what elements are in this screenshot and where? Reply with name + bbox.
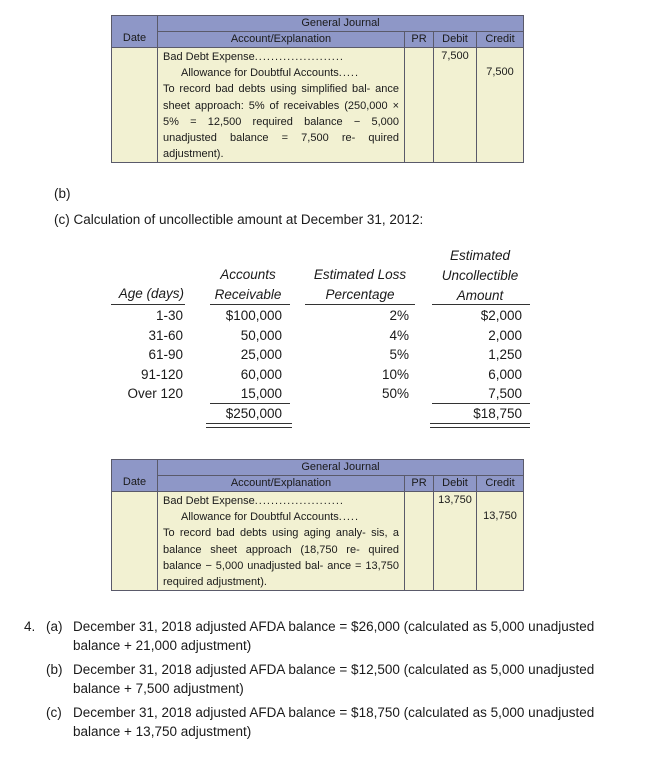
- ar-header-line1: Accounts: [220, 267, 276, 282]
- account-header: Account/Explanation: [158, 476, 405, 492]
- table-row: 91-120: [140, 366, 183, 382]
- table-row: 25,000: [240, 347, 282, 362]
- pct-header-line1: Estimated Loss: [313, 267, 407, 282]
- credit-account: Allowance for Doubtful Accounts: [181, 511, 339, 524]
- date-header: Date: [112, 460, 158, 492]
- credit-cell: [477, 48, 524, 163]
- answer-text: December 31, 2018 adjusted AFDA balance = $12,500 (calculated as 5,000 unadjusted balance + 7,500 adjustment): [73, 662, 595, 696]
- est-total: $18,750: [473, 405, 522, 421]
- table-row: 15,000: [240, 386, 282, 401]
- entry-explanation: To record bad debts using simplified bal- ance sheet approach: 5% of receivables (250,000 × 5% = 12,500 required balance − 5,000 unadjusted balance = 7,500 re- quired adjustment).: [163, 83, 399, 161]
- list-item: [24, 660, 644, 698]
- table-row: 60,000: [240, 366, 282, 382]
- answer-text: December 31, 2018 adjusted AFDA balance = $18,750 (calculated as 5,000 unadjusted balance + 13,750 adjustment): [73, 705, 595, 739]
- table-row: 1,250: [488, 347, 522, 362]
- debit-cell: [434, 492, 477, 591]
- credit-header: Credit: [477, 476, 524, 492]
- part-c-heading: (c) Calculation of uncollectible amount at December 31, 2012:: [54, 212, 424, 227]
- debit-account: Bad Debt Expense: [163, 51, 255, 63]
- question-4-answers: [24, 617, 644, 746]
- pr-header: PR: [405, 476, 434, 492]
- table-row: 6,000: [488, 366, 522, 382]
- ar-header-line2: Receivable: [214, 287, 282, 302]
- entry-explanation: To record bad debts using aging analy- sis, a balance sheet approach (18,750 re- quired balance − 5,000 unadjusted bal- ance = 13,750 required adjustment).: [163, 527, 399, 589]
- age-column: [100, 306, 183, 404]
- list-item: [24, 617, 644, 655]
- pct-column: [305, 306, 409, 404]
- table-row: $2,000: [480, 308, 522, 323]
- question-number: 4.: [24, 619, 36, 634]
- pct-header-line2: Percentage: [325, 287, 395, 302]
- credit-account: Allowance for Doubtful Accounts: [181, 67, 339, 80]
- pr-header: PR: [405, 32, 434, 48]
- table-row: 50%: [381, 386, 409, 401]
- est-header-line3: Amount: [456, 288, 504, 303]
- answer-letter: (a): [46, 619, 63, 634]
- table-row: 5%: [389, 347, 409, 362]
- age-header: Age (days): [118, 286, 184, 301]
- date-cell: [112, 492, 158, 591]
- ar-total: $250,000: [225, 405, 282, 421]
- est-header-line1: Estimated: [449, 248, 511, 263]
- ar-column: [205, 306, 282, 423]
- table-row: 50,000: [240, 327, 282, 343]
- debit-header: Debit: [434, 476, 477, 492]
- table-row: $100,000: [225, 308, 282, 323]
- debit-amount: 7,500: [441, 50, 469, 62]
- table-row: 4%: [389, 327, 409, 343]
- table-row: 10%: [381, 366, 409, 382]
- answer-letter: (b): [46, 662, 63, 677]
- credit-cell: [477, 492, 524, 591]
- table-row: 61-90: [148, 347, 183, 362]
- debit-header: Debit: [434, 32, 477, 48]
- table-row: 2,000: [488, 327, 522, 343]
- aging-schedule: [0, 245, 661, 430]
- journal-title: General Journal: [158, 460, 524, 476]
- debit-cell: [434, 48, 477, 163]
- est-header-line2: Uncollectible: [441, 268, 519, 283]
- list-item: [24, 703, 644, 741]
- date-header: Date: [112, 16, 158, 48]
- debit-account: Bad Debt Expense: [163, 495, 255, 507]
- general-journal-2: [111, 459, 524, 591]
- journal-title: General Journal: [158, 16, 524, 32]
- table-row: Over 120: [127, 386, 183, 401]
- answer-letter: (c): [46, 705, 62, 720]
- table-row: 7,500: [488, 386, 522, 401]
- account-cell: Bad Debt Expense...................... Allowance for Doubtful Accounts..... To record bad debts using aging analy- sis, a balance sheet approach (18,750 re- quired balance − 5,000 unadjusted bal- ance = 13,750 required adjustment).: [158, 492, 405, 591]
- credit-amount: 13,750: [483, 510, 517, 522]
- table-row: 31-60: [148, 327, 183, 343]
- part-b-label: (b): [54, 186, 71, 201]
- table-row: 2%: [389, 308, 409, 323]
- pr-cell: [405, 48, 434, 163]
- account-cell: Bad Debt Expense...................... Allowance for Doubtful Accounts..... To record bad debts using simplified bal- ance sheet approach: 5% of receivables (250,000 × 5% = 12,500 required balance − 5,000 unadjusted balance = 7,500 re- quired adjustment).: [158, 48, 405, 163]
- date-cell: [112, 48, 158, 163]
- debit-amount: 13,750: [438, 494, 472, 506]
- account-header: Account/Explanation: [158, 32, 405, 48]
- answer-text: December 31, 2018 adjusted AFDA balance = $26,000 (calculated as 5,000 unadjusted balance + 21,000 adjustment): [73, 619, 595, 653]
- est-column: [430, 306, 522, 423]
- pr-cell: [405, 492, 434, 591]
- credit-amount: 7,500: [486, 66, 514, 78]
- credit-header: Credit: [477, 32, 524, 48]
- table-row: 1-30: [155, 308, 183, 323]
- general-journal-1: [111, 15, 524, 163]
